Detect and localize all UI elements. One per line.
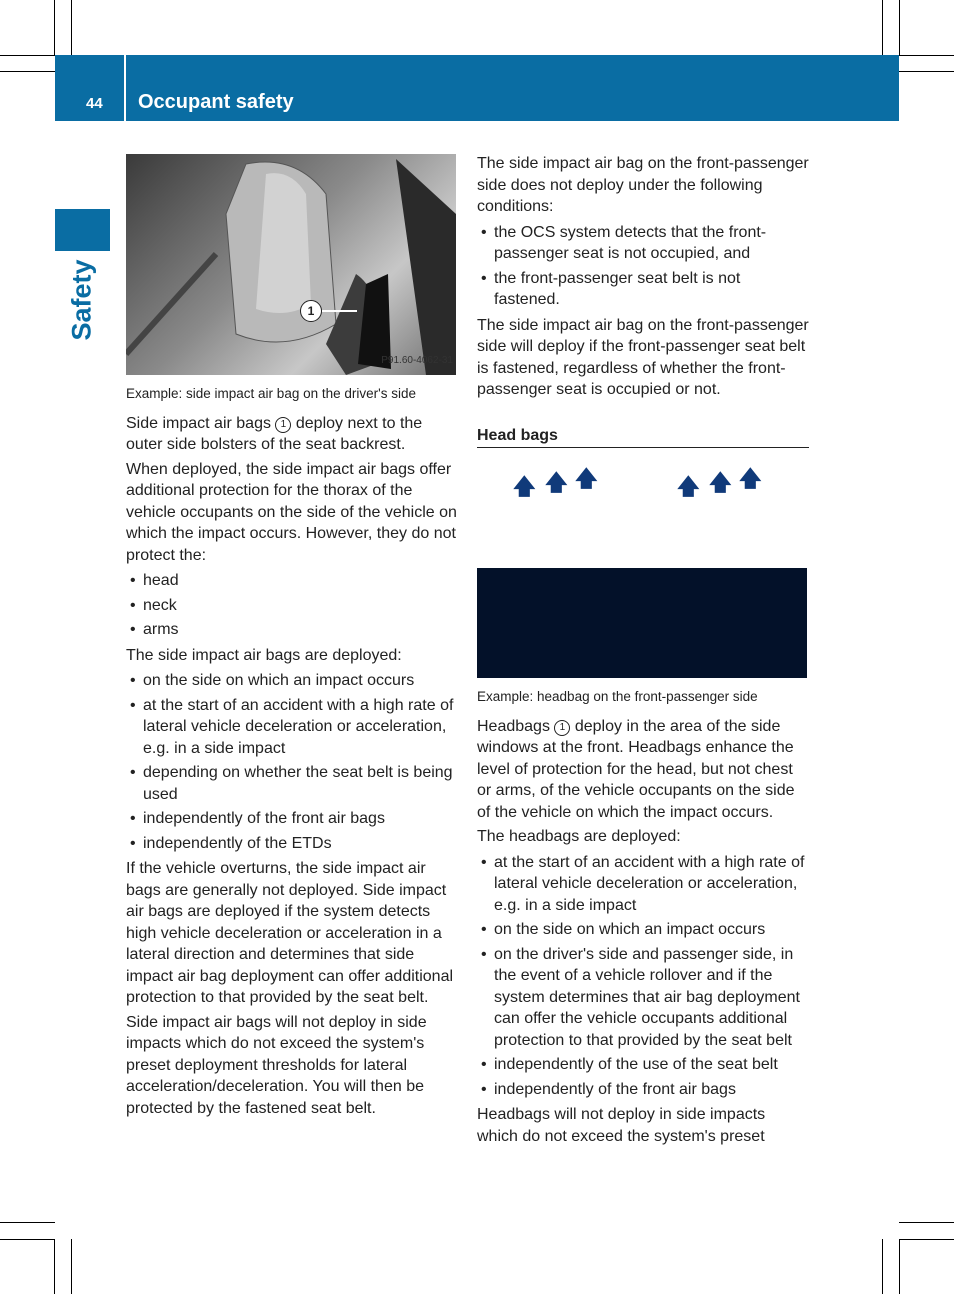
list-item: • at the start of an accident with a high rate of lateral vehicle deceleration or acceleration, e.g. in a side impact (126, 695, 458, 760)
paragraph: Headbags will not deploy in side impacts which do not exceed the system's preset (477, 1106, 766, 1145)
paragraph: The side impact air bag on the front-passenger side does not deploy under the following conditions: (477, 155, 809, 215)
header-divider (124, 55, 126, 121)
side-airbag-photo (126, 154, 456, 375)
side-tab-label: Safety (66, 259, 97, 341)
paragraph: If the vehicle overturns, the side impact air bags are generally not deployed. Side impact air bags are deployed if the system detects high vehicle deceleration or acceleration in a lateral direction and determines that side impact air bag deployment can offer additional protection to that provided by the seat belt. (126, 860, 454, 1006)
list-item: • arms (126, 619, 458, 641)
crop-mark (882, 1239, 883, 1294)
arrow-up-icon: 🡅 (545, 470, 568, 495)
bullet-list (477, 222, 809, 311)
crop-mark (899, 0, 900, 55)
crop-mark (54, 1239, 55, 1294)
crop-mark (882, 0, 883, 55)
crop-mark (0, 55, 55, 56)
crop-mark (0, 71, 55, 72)
paragraph (126, 413, 458, 456)
callout-1-marker: 1 (300, 300, 322, 322)
list-item: • depending on whether the seat belt is being used (126, 762, 458, 805)
crop-mark (899, 55, 954, 56)
paragraph (477, 716, 809, 824)
headbag-figure (477, 448, 807, 678)
image-code: P91.60-4062-31 (381, 354, 453, 366)
crop-mark (54, 0, 55, 55)
bullet-list (477, 852, 809, 1101)
list-item: • head (126, 570, 458, 592)
paragraph: The headbags are deployed: (477, 828, 681, 845)
paragraph: The side impact air bags are deployed: (126, 646, 402, 664)
seat-illustration (126, 154, 456, 375)
callout-1-ref: 1 (275, 417, 291, 433)
paragraph: When deployed, the side impact air bags offer additional protection for the thorax of the vehicle occupants on the side of the vehicle on which the impact occurs. However, they do not protect the: (126, 460, 457, 564)
list-item: • on the driver's side and passenger side, in the event of a vehicle rollover and if the system determines that air bag deployment can offer the vehicle occupants additional protection to that provided by the seat belt (477, 944, 809, 1052)
list-item: • on the side on which an impact occurs (477, 919, 809, 941)
right-column (477, 153, 809, 1150)
list-item: • the OCS system detects that the front-passenger seat is not occupied, and (477, 222, 809, 265)
paragraph: The side impact air bag on the front-passenger side will deploy if the front-passenger seat belt is fastened, regardless of whether the front-passenger seat is occupied or not. (477, 316, 809, 398)
list-item: • the front-passenger seat belt is not fastened. (477, 268, 809, 311)
headbag-image-dark (477, 568, 807, 678)
crop-mark (899, 1239, 900, 1294)
callout-1-ref: 1 (554, 720, 570, 736)
arrow-up-icon: 🡅 (513, 474, 536, 499)
list-item: • neck (126, 595, 458, 617)
text: Side impact air bags (126, 414, 271, 432)
list-item: • on the side on which an impact occurs (126, 670, 458, 692)
crop-mark (899, 1239, 954, 1240)
section-title: Occupant safety (138, 91, 294, 113)
text: deploy in the area of the side windows at the front. Headbags enhance the level of protection for the head, but not chest or arms, of the vehicle occupants on the side of the vehicle on which the impact occurs. (477, 717, 795, 821)
crop-mark (899, 71, 954, 72)
figure-caption: Example: side impact air bag on the driver's side (126, 386, 416, 401)
bullet-list (126, 570, 458, 641)
text: deploy next to the outer side bolsters of the seat backrest. (126, 414, 423, 453)
list-item: • at the start of an accident with a high rate of lateral vehicle deceleration or acceleration, e.g. in a side impact (477, 852, 809, 917)
arrow-up-icon: 🡅 (739, 466, 762, 491)
crop-mark (899, 1222, 954, 1223)
list-item: • independently of the ETDs (126, 833, 458, 855)
crop-mark (0, 1222, 55, 1223)
list-item: • independently of the front air bags (126, 808, 458, 830)
list-item: • independently of the use of the seat belt (477, 1054, 809, 1076)
page-number: 44 (86, 95, 103, 112)
side-tab-marker (55, 209, 110, 251)
text: Headbags (477, 717, 550, 735)
heading-head-bags: Head bags (477, 425, 809, 449)
crop-mark (0, 1239, 55, 1240)
list-item: • independently of the front air bags (477, 1079, 809, 1101)
figure-caption: Example: headbag on the front-passenger side (477, 689, 758, 704)
left-column (126, 154, 458, 1122)
paragraph: Side impact air bags will not deploy in side impacts which do not exceed the system's preset deployment thresholds for lateral acceleration/deceleration. You will then be protected by the fastened seat belt. (126, 1013, 427, 1117)
arrow-up-icon: 🡅 (709, 470, 732, 495)
crop-mark (71, 0, 72, 55)
bullet-list (126, 670, 458, 854)
crop-mark (71, 1239, 72, 1294)
arrow-up-icon: 🡅 (575, 466, 598, 491)
arrow-up-icon: 🡅 (677, 474, 700, 499)
